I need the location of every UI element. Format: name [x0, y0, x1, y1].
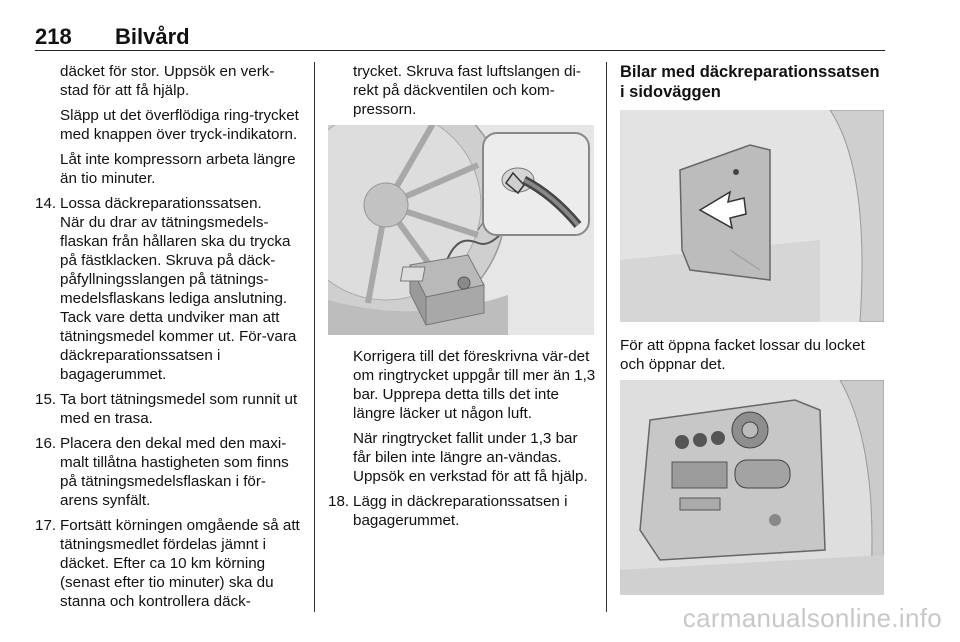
list-number: 17.	[35, 517, 57, 534]
col1-paragraph-3: Låt inte kompressorn arbeta längre än tio minuter.	[60, 151, 296, 187]
list-subtext: När du drar av tätningsmedels-flaskan från hållaren ska du trycka på fästklacken. Skruva på däck-påfyllningsslangen på tätnings-medelsflaskans lediga anslutning. Tack vare detta undviker man att tätningsmedel kommer ut. För-vara däckreparationssatsen i bagagerummet.	[60, 214, 297, 383]
list-text: Lägg in däckreparationssatsen i bagagerummet.	[353, 493, 568, 529]
column-3	[620, 62, 888, 595]
column-divider-1	[314, 62, 315, 612]
list-number: 15.	[35, 391, 57, 408]
col1-paragraph-1: däcket för stor. Uppsök en verk-stad för att få hjälp.	[60, 63, 275, 99]
trunk-cover-drawing	[620, 110, 884, 322]
column-1	[35, 62, 300, 617]
list-text: Ta bort tätningsmedel som runnit ut med en trasa.	[60, 391, 298, 427]
list-item-14	[35, 194, 300, 384]
list-item-18	[328, 492, 596, 530]
list-item-16	[35, 434, 300, 510]
list-text: Fortsätt körningen omgående så att tätningsmedlet fördelas jämnt i däcket. Efter ca 10 km körning (senast efter tio minuter) ska du stanna och kontrollera däck-	[60, 517, 300, 610]
list-number: 14.	[35, 195, 57, 212]
repair-kit-illustration	[620, 380, 884, 595]
list-item-15	[35, 390, 300, 428]
repair-kit-drawing	[620, 380, 884, 595]
chapter-title: Bilvård	[115, 24, 190, 49]
list-number: 18.	[328, 493, 350, 510]
page-number: 218	[35, 24, 72, 49]
watermark: carmanualsonline.info	[682, 603, 942, 633]
column-divider-2	[606, 62, 607, 612]
list-text: Placera den dekal med den maxi-malt tillåtna hastigheten som finns på tätningsmedelsflaskan i för-arens synfält.	[60, 435, 289, 509]
list-item-17	[35, 516, 300, 611]
list-text: Lossa däckreparationssatsen.	[60, 195, 262, 212]
compressor-drawing	[328, 125, 594, 335]
list-number: 16.	[35, 435, 57, 452]
page-header	[35, 24, 885, 51]
col2-paragraph-1: trycket. Skruva fast luftslangen di-rekt på däckventilen och kom-pressorn.	[353, 63, 581, 118]
section-heading: Bilar med däckreparationssatsen i sidoväggen	[620, 63, 880, 101]
compressor-illustration	[328, 125, 594, 335]
col2-paragraph-3: När ringtrycket fallit under 1,3 bar får bilen inte längre an-vändas. Uppsök en verkstad för att få hjälp.	[353, 430, 588, 485]
column-2	[328, 62, 596, 536]
col2-paragraph-2: Korrigera till det föreskrivna vär-det om ringtrycket uppgår till mer än 1,3 bar. Upprepa detta tills det inte längre läcker ut någon luft.	[353, 348, 596, 422]
trunk-cover-illustration	[620, 110, 884, 322]
col1-paragraph-2: Släpp ut det överflödiga ring-trycket med knappen över tryck-indikatorn.	[60, 107, 299, 143]
col3-paragraph-1: För att öppna facket lossar du locket och öppnar det.	[620, 337, 865, 373]
